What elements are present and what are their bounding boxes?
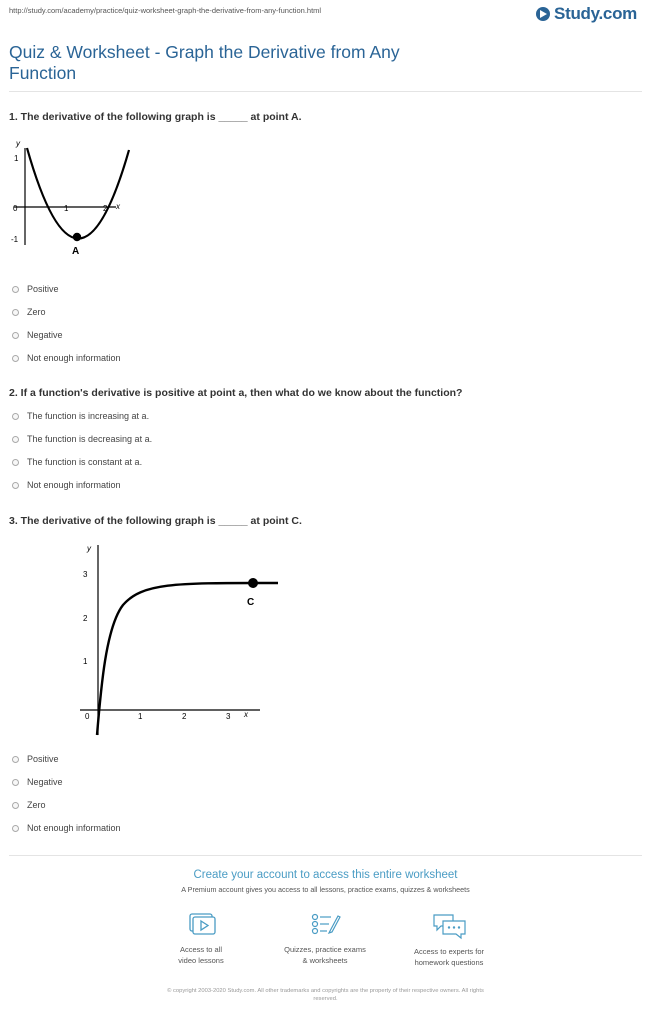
feature-experts <box>394 912 504 968</box>
q1-y-axis-label: y <box>16 139 20 148</box>
footer-divider <box>9 855 642 856</box>
radio-button[interactable] <box>12 825 19 832</box>
question-3-graph <box>78 537 283 737</box>
radio-button[interactable] <box>12 802 19 809</box>
q1-point-a-label: A <box>72 246 80 257</box>
q3-option-4-label: Not enough information <box>27 823 121 833</box>
q1-option-4[interactable] <box>12 353 121 363</box>
page-title <box>9 42 569 84</box>
q1-option-2-label: Zero <box>27 307 46 317</box>
radio-button[interactable] <box>12 436 19 443</box>
page-url: http://study.com/academy/practice/quiz-worksheet-graph-the-derivative-from-any-function.html <box>9 6 322 15</box>
q3-x-tick-3: 3 <box>226 712 231 721</box>
brand-name: Study.com <box>554 4 637 23</box>
video-lesson-icon <box>186 912 216 938</box>
radio-button[interactable] <box>12 482 19 489</box>
q3-y-tick-2: 2 <box>83 614 88 623</box>
q3-option-2-label: Negative <box>27 777 63 787</box>
q2-option-4[interactable] <box>12 480 121 490</box>
q1-option-1-label: Positive <box>27 284 59 294</box>
question-1-text: 1. The derivative of the following graph is _____ at point A. <box>9 111 302 123</box>
feature-quizzes-label: Quizzes, practice exams & worksheets <box>284 945 366 965</box>
q1-x-tick-2: 2 <box>103 204 108 213</box>
q2-option-2-label: The function is decreasing at a. <box>27 434 153 444</box>
q3-y-tick-1: 1 <box>83 657 88 666</box>
radio-button[interactable] <box>12 355 19 362</box>
q2-option-2[interactable] <box>12 434 152 444</box>
q3-point-c-marker <box>248 578 258 588</box>
radio-button[interactable] <box>12 459 19 466</box>
title-divider <box>9 91 642 92</box>
q1-parabola-curve <box>27 148 129 239</box>
radio-button[interactable] <box>12 309 19 316</box>
q2-option-4-label: Not enough information <box>27 480 121 490</box>
question-2-text: 2. If a function's derivative is positive at point a, then what do we know about the function? <box>9 387 463 399</box>
q2-option-1[interactable] <box>12 411 149 421</box>
q1-option-3-label: Negative <box>27 330 63 340</box>
radio-button[interactable] <box>12 286 19 293</box>
q1-option-1[interactable] <box>12 284 59 294</box>
q3-x-tick-1: 1 <box>138 712 143 721</box>
q1-option-2[interactable] <box>12 307 46 317</box>
cta-subtitle: A Premium account gives you access to all lessons, practice exams, quizzes & worksheets <box>181 885 470 894</box>
q1-y-tick-0: 0 <box>13 204 18 213</box>
q2-option-3[interactable] <box>12 457 142 467</box>
q2-option-1-label: The function is increasing at a. <box>27 411 150 421</box>
radio-button[interactable] <box>12 413 19 420</box>
play-circle-icon <box>536 7 550 21</box>
q1-option-4-label: Not enough information <box>27 353 121 363</box>
q3-point-c-label: C <box>247 597 255 608</box>
feature-video-lessons-label: Access to all video lessons <box>178 945 224 965</box>
q3-x-axis-label: x <box>244 710 248 719</box>
page-title-line-2: Function <box>9 63 77 83</box>
radio-button[interactable] <box>12 332 19 339</box>
feature-experts-label: Access to experts for homework questions <box>413 947 485 967</box>
q3-option-4[interactable] <box>12 823 121 833</box>
q3-option-1[interactable] <box>12 754 59 764</box>
q1-option-3[interactable] <box>12 330 63 340</box>
q3-option-1-label: Positive <box>27 754 59 764</box>
study-logo[interactable] <box>536 4 637 24</box>
q1-y-tick-neg1: -1 <box>11 235 19 244</box>
q2-option-3-label: The function is constant at a. <box>27 457 143 467</box>
q3-option-3-label: Zero <box>27 800 46 810</box>
q3-option-2[interactable] <box>12 777 63 787</box>
q3-y-tick-3: 3 <box>83 570 88 579</box>
feature-quizzes <box>270 912 380 966</box>
q1-x-tick-1: 1 <box>64 204 69 213</box>
page-title-line-1: Quiz & Worksheet - Graph the Derivative from Any <box>9 42 400 62</box>
radio-button[interactable] <box>12 756 19 763</box>
copyright-notice: © copyright 2003-2020 Study.com. All other trademarks and copyrights are the property of their respective owners. All rights reserved. <box>167 988 484 1002</box>
feature-video-lessons <box>146 912 256 966</box>
q3-x-tick-0: 0 <box>85 712 90 721</box>
q3-y-axis-label: y <box>87 544 91 553</box>
q1-x-axis-label: x <box>116 202 120 211</box>
q1-point-a-marker <box>73 233 81 241</box>
q1-y-tick-1: 1 <box>14 154 19 163</box>
quiz-checklist-icon <box>309 912 341 938</box>
radio-button[interactable] <box>12 779 19 786</box>
q3-option-3[interactable] <box>12 800 46 810</box>
chat-bubbles-icon <box>431 912 467 940</box>
cta-title[interactable]: Create your account to access this entire worksheet <box>193 869 458 881</box>
question-1-graph <box>8 133 138 258</box>
question-3-text: 3. The derivative of the following graph is _____ at point C. <box>9 515 302 527</box>
q3-x-tick-2: 2 <box>182 712 187 721</box>
